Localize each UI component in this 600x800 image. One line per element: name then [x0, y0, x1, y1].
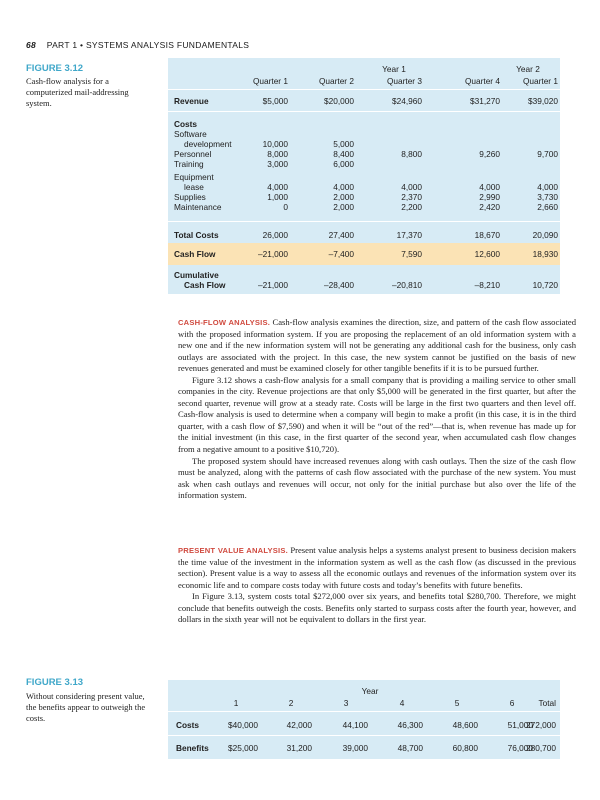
cell: $31,270	[470, 96, 500, 106]
cell: 20,090	[532, 230, 558, 240]
col-header: 3	[343, 698, 349, 708]
cell: 4,000	[401, 182, 422, 192]
figure-3-13-label: FIGURE 3.13	[26, 677, 84, 688]
cell: 76,000	[507, 743, 533, 753]
cell: 8,800	[401, 149, 422, 159]
paragraph: Cash-flow analysis examines the direction, size, and pattern of the cash flow associated with the proposed information system. If you are proposing the replacement of an old information system with a new one and if the new information system will not be generating any additional cash for the business, only cash outlays are associated with the project. In this case, the new system cannot be justified on the basis of new revenues generated and must be examined closely for other tangible benefits if it is to be pursued further.	[178, 317, 576, 374]
cell: 44,100	[342, 720, 368, 730]
year2-header: Year 2	[516, 64, 540, 74]
row-label-cumulative: Cumulative	[174, 270, 219, 280]
cell: 2,660	[537, 202, 558, 212]
costs-heading: Costs	[174, 119, 198, 129]
cell: 4,000	[267, 182, 288, 192]
col-header: 6	[509, 698, 515, 708]
cell: 48,700	[397, 743, 423, 753]
year1-header: Year 1	[382, 64, 406, 74]
cell: $20,000	[324, 96, 354, 106]
cell: –8,210	[474, 280, 500, 290]
cell: 60,800	[452, 743, 478, 753]
col-header: 5	[454, 698, 460, 708]
cell: 1,000	[267, 192, 288, 202]
row-label-maintenance: Maintenance	[174, 202, 222, 212]
cell: 3,000	[267, 159, 288, 169]
cell: 51,000	[507, 720, 533, 730]
col-header: Quarter 2	[318, 76, 354, 86]
row-label-training: Training	[174, 159, 204, 169]
row-label-software: Software	[174, 129, 207, 139]
cell: $39,020	[528, 96, 558, 106]
cell: 7,590	[401, 249, 422, 259]
section-head: CASH-FLOW ANALYSIS.	[178, 318, 271, 327]
col-header: Quarter 1	[522, 76, 558, 86]
cell: $24,960	[392, 96, 422, 106]
figure-3-12-label: FIGURE 3.12	[26, 63, 84, 74]
part-title: PART 1 • SYSTEMS ANALYSIS FUNDAMENTALS	[46, 40, 250, 50]
cell: 46,300	[397, 720, 423, 730]
cell: 0	[283, 202, 288, 212]
col-header: Quarter 3	[386, 76, 422, 86]
cell: 8,000	[267, 149, 288, 159]
cell: 10,000	[262, 139, 288, 149]
cell: 2,000	[333, 192, 354, 202]
cell: 39,000	[342, 743, 368, 753]
cell: –21,000	[258, 280, 288, 290]
cell: 12,600	[474, 249, 500, 259]
cell: 4,000	[479, 182, 500, 192]
cell: 8,400	[333, 149, 354, 159]
cell: 6,000	[333, 159, 354, 169]
row-label-cash-flow: Cash Flow	[174, 249, 216, 259]
cell: 4,000	[333, 182, 354, 192]
cell: 2,370	[401, 192, 422, 202]
page-number: 68	[26, 40, 37, 50]
paragraph: In Figure 3.13, system costs total $272,000 over six years, and benefits total $280,700. Therefore, we might conclude that benefits outweigh the costs. Benefits only started to surpass costs after the fourth year, however, and dollars in the sixth year will not be equivalent to dollars in the first year.	[178, 591, 576, 625]
row-label-software-2: development	[184, 139, 232, 149]
cell: 18,670	[474, 230, 500, 240]
cell: 27,400	[328, 230, 354, 240]
row-label-benefits: Benefits	[176, 743, 209, 753]
year-header: Year	[361, 686, 379, 696]
figure-3-12-table	[168, 58, 560, 294]
cell: $5,000	[262, 96, 288, 106]
cell: 2,420	[479, 202, 500, 212]
col-header: Quarter 1	[252, 76, 288, 86]
cell: –7,400	[328, 249, 354, 259]
section-head: PRESENT VALUE ANALYSIS.	[178, 546, 288, 555]
row-label-costs: Costs	[176, 720, 200, 730]
row-label-cumulative-2: Cash Flow	[184, 280, 226, 290]
col-header: Total	[538, 698, 556, 708]
cell: 31,200	[286, 743, 312, 753]
col-header: Quarter 4	[464, 76, 500, 86]
cell: 4,000	[537, 182, 558, 192]
cell: 9,700	[537, 149, 558, 159]
row-label-personnel: Personnel	[174, 149, 212, 159]
cell: –21,000	[258, 249, 288, 259]
cash-flow-analysis-section	[178, 317, 576, 502]
paragraph: Figure 3.12 shows a cash-flow analysis for a small company that is providing a mailing service to other small companies in the city. Revenue projections are that only $5,000 will be generated in the first quarter, but after the second quarter, revenue will grow at a steady rate. Costs will be large in the first two quarters and then level off. Cash-flow analysis is used to determine when a company will begin to make a profit (in this case, it is in the third quarter, with a cash flow of $7,590) and when it will be “out of the red”—that is, when revenue has made up for the initial investment (in this case, in the first quarter of the second year, when accumulated cash flow changes from a negative amount to a positive $10,720).	[178, 374, 576, 455]
figure-3-13-caption: Without considering present value, the benefits appear to outweigh the costs.	[26, 691, 146, 723]
cell: –20,810	[392, 280, 422, 290]
row-label-equipment-2: lease	[184, 182, 204, 192]
cell: 280,700	[526, 743, 556, 753]
cell: 18,930	[532, 249, 558, 259]
row-label-equipment: Equipment	[174, 172, 214, 182]
cell: 17,370	[396, 230, 422, 240]
cell: 2,200	[401, 202, 422, 212]
row-label-revenue: Revenue	[174, 96, 209, 106]
col-header: 2	[288, 698, 294, 708]
cell: $40,000	[228, 720, 258, 730]
cell: 5,000	[333, 139, 354, 149]
cell: 272,000	[526, 720, 556, 730]
cell: 2,990	[479, 192, 500, 202]
paragraph: The proposed system should have increased revenues along with cash outlays. Then the size of the cash flow must be analyzed, along with the patterns of cash flow associated with the purchase of the new system. You must ask when cash outlays and revenues will occur, not only for the initial purchase but also over the life of the information system.	[178, 455, 576, 501]
col-header: 4	[399, 698, 405, 708]
cell: 2,000	[333, 202, 354, 212]
cell: 9,260	[479, 149, 500, 159]
figure-3-12-caption: Cash-flow analysis for a computerized mail-addressing system.	[26, 76, 129, 108]
cell: 48,600	[452, 720, 478, 730]
cell: 3,730	[537, 192, 558, 202]
figure-3-13-table	[168, 680, 560, 759]
present-value-analysis-section	[178, 545, 576, 626]
row-label-total-costs: Total Costs	[174, 230, 219, 240]
row-label-supplies: Supplies	[174, 192, 206, 202]
cell: 42,000	[286, 720, 312, 730]
cell: 26,000	[262, 230, 288, 240]
col-header: 1	[233, 698, 239, 708]
running-header	[26, 40, 249, 50]
paragraph: Present value analysis helps a systems analyst present to business decision makers the time value of the investment in the information system as well as the cash flow (as discussed in the previous section). Present value is a way to assess all the economic outlays and revenues of the information system over its economic life and to compare costs today with future costs and today’s benefits with future benefits.	[178, 545, 576, 590]
cell: –28,400	[324, 280, 354, 290]
cell: 10,720	[532, 280, 558, 290]
cell: $25,000	[228, 743, 258, 753]
